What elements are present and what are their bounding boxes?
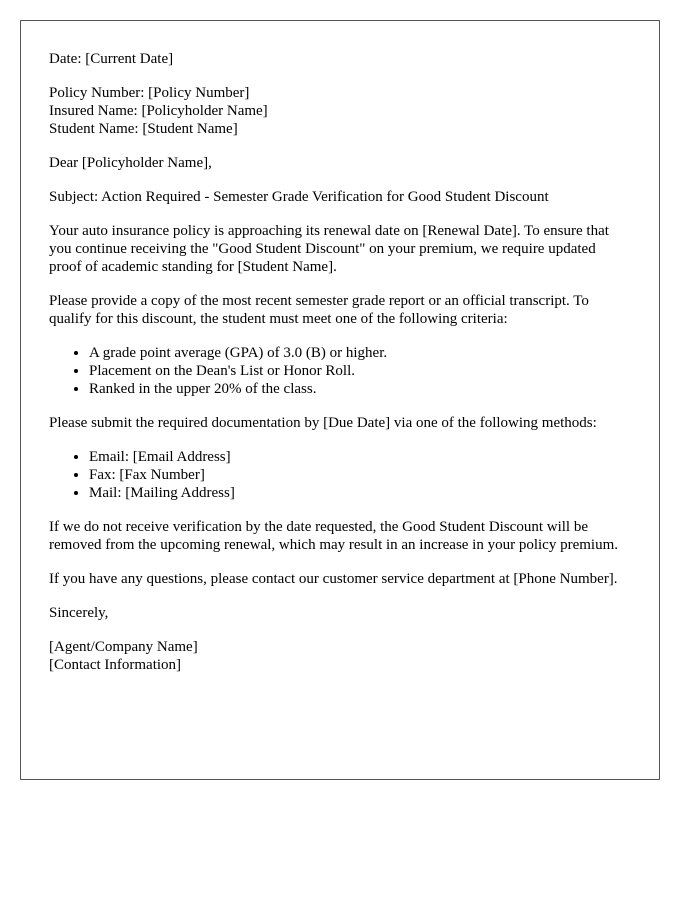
renewal-paragraph: Your auto insurance policy is approaching its renewal date on [Renewal Date]. To ensure that you continue receiving the "Good Student Discount" on your premium, we require updated proof of academic standing for [Student Name]. [49,223,609,275]
closing: Sincerely, [49,605,109,621]
contact-paragraph: If you have any questions, please contact our customer service department at [Phone Number]. [49,571,618,587]
subject-line: Subject: Action Required - Semester Grade Verification for Good Student Discount [49,189,549,205]
list-item: • Email: [Email Address] [89,448,631,466]
criteria-list [49,344,631,398]
student-name: Student Name: [Student Name] [49,121,238,137]
signature-contact: [Contact Information] [49,657,182,673]
salutation: Dear [Policyholder Name], [49,155,212,171]
list-item: • A grade point average (GPA) of 3.0 (B) or higher. [89,344,631,362]
list-item: • Placement on the Dean's List or Honor Roll. [89,362,631,380]
provide-paragraph: Please provide a copy of the most recent semester grade report or an official transcript. To qualify for this discount, the student must meet one of the following criteria: [49,293,589,327]
letter-date: Date: [Current Date] [49,51,174,67]
list-item: • Fax: [Fax Number] [89,466,631,484]
submit-paragraph: Please submit the required documentation by [Due Date] via one of the following methods: [49,415,597,431]
signature-block [49,638,631,674]
warning-paragraph: If we do not receive verification by the date requested, the Good Student Discount will be removed from the upcoming renewal, which may result in an increase in your policy premium. [49,519,618,553]
signature-name: [Agent/Company Name] [49,639,198,655]
methods-list [49,448,631,502]
letter-document [20,20,660,780]
list-item: • Mail: [Mailing Address] [89,484,631,502]
list-item: • Ranked in the upper 20% of the class. [89,380,631,398]
policy-number: Policy Number: [Policy Number] [49,85,250,101]
policy-info-block [49,84,631,138]
insured-name: Insured Name: [Policyholder Name] [49,103,268,119]
